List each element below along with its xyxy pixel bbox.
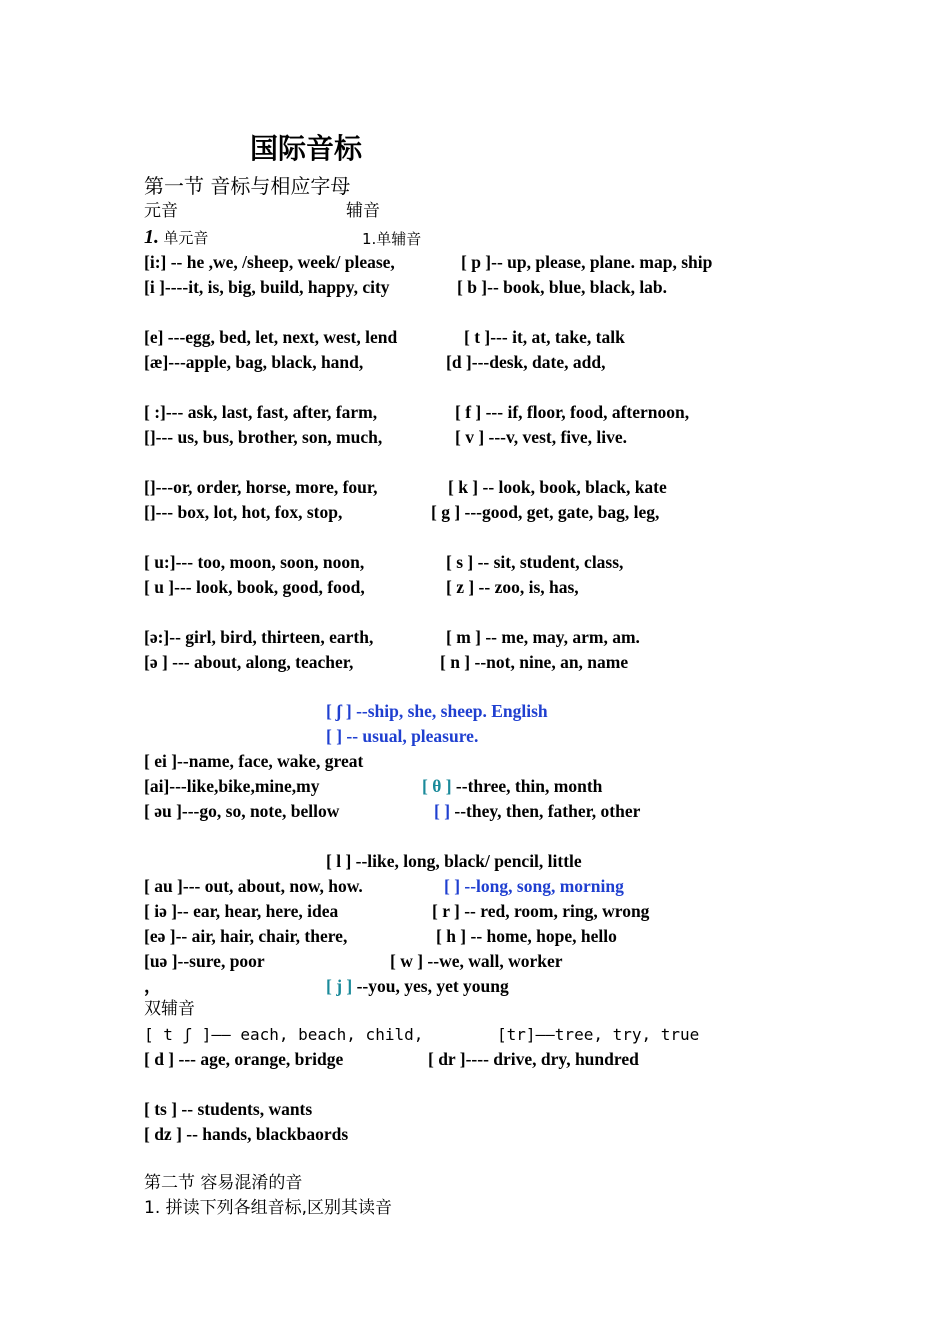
- page-title: 国际音标: [250, 132, 363, 165]
- consonant-subheading: 1.单辅音: [362, 230, 422, 248]
- row-right: [ t ]--- it, at, take, talk: [464, 327, 625, 347]
- au-line: [ au ]--- out, about, now, how.: [144, 876, 363, 896]
- row-left: [144, 426, 382, 448]
- row-right: [ s ] -- sit, student, class,: [446, 552, 624, 572]
- dr-line: [ dr ]---- drive, dry, hundred: [428, 1049, 639, 1069]
- row-left: [ə:]-- girl, bird, thirteen, earth,: [144, 627, 374, 647]
- eth-line: [434, 800, 640, 822]
- row-right: [ m ] -- me, may, arm, am.: [446, 627, 640, 647]
- j-line: [326, 975, 509, 997]
- col-vowel-label: 元音: [144, 201, 178, 221]
- ei-line: [ ei ]--name, face, wake, great: [144, 751, 364, 771]
- row-left: []---or, order, horse, more, four,: [144, 477, 378, 497]
- row-right: [d ]---desk, date, add,: [446, 352, 606, 372]
- ee-line: [eə ]-- air, hair, chair, there,: [144, 926, 348, 946]
- row-right: [ p ]-- up, please, plane. map, ship: [461, 252, 713, 272]
- stray-comma: ，: [144, 976, 162, 996]
- j-words: --you, yes, yet young: [352, 976, 509, 996]
- row-right: [ g ] ---good, get, gate, bag, leg,: [431, 502, 660, 522]
- double-consonant-heading: 双辅音: [144, 999, 195, 1019]
- row-left: [i ]----it, is, big, build, happy, city: [144, 277, 390, 297]
- row-left: [æ]---apple, bag, black, hand,: [144, 352, 364, 372]
- w-line: [ w ] --we, wall, worker: [390, 951, 563, 971]
- vowel-subheading: [144, 226, 208, 249]
- dz-line: [ dz ] -- hands, blackbaords: [144, 1124, 349, 1144]
- col-consonant-label: 辅音: [346, 201, 380, 221]
- d-line: [ d ] --- age, orange, bridge: [144, 1049, 344, 1069]
- vowel-num: 1.: [144, 226, 159, 248]
- row-right: [ z ] -- zoo, is, has,: [446, 577, 579, 597]
- row-right: [ n ] --not, nine, an, name: [440, 652, 629, 672]
- row-right: [ k ] -- look, book, black, kate: [448, 477, 667, 497]
- eth-symbol: [ ]: [434, 801, 451, 821]
- ai-line: [ai]---like,bike,mine,my: [144, 776, 320, 796]
- ue-line: [uə ]--sure, poor: [144, 951, 265, 971]
- section1-heading: 第一节 音标与相应字母: [144, 174, 351, 198]
- theta-line: [422, 775, 602, 797]
- row-right: [ f ] --- if, floor, food, afternoon,: [455, 402, 690, 422]
- row-left: [ :]--- ask, last, fast, after, farm,: [144, 402, 378, 422]
- zh-line: [ ] -- usual, pleasure.: [326, 726, 479, 746]
- row-left-text: ]--- us, bus, brother, son, much,: [149, 427, 383, 447]
- eth-words: --they, then, father, other: [450, 801, 641, 821]
- tr-line: [tr]——tree, try, true: [497, 1025, 700, 1044]
- j-symbol: [ j ]: [326, 976, 353, 996]
- row-left: []--- box, lot, hot, fox, stop,: [144, 502, 343, 522]
- theta-words: --three, thin, month: [451, 776, 603, 796]
- h-line: [ h ] -- home, hope, hello: [436, 926, 617, 946]
- ts-line: [ ts ] -- students, wants: [144, 1099, 313, 1119]
- sh-line: [ ʃ ] --ship, she, sheep. English: [326, 701, 548, 721]
- bracket: [: [144, 427, 150, 447]
- ng-line: [ ] --long, song, morning: [444, 876, 624, 896]
- row-left: [ u:]--- too, moon, soon, noon,: [144, 552, 365, 572]
- row-left: [i:] -- he ,we, /sheep, week/ please,: [144, 252, 395, 272]
- exercise-instruction: 1. 拼读下列各组音标,区别其读音: [144, 1198, 393, 1218]
- section2-heading: 第二节 容易混淆的音: [144, 1173, 303, 1193]
- row-right: [ b ]-- book, blue, black, lab.: [457, 277, 668, 297]
- tsh-line: [ t ʃ ]—— each, beach, child,: [144, 1025, 424, 1044]
- l-line: [ l ] --like, long, black/ pencil, little: [326, 851, 582, 871]
- eu-line: [ əu ]---go, so, note, bellow: [144, 801, 340, 821]
- row-left: [ u ]--- look, book, good, food,: [144, 577, 365, 597]
- r-line: [ r ] -- red, room, ring, wrong: [432, 901, 650, 921]
- theta-symbol: [ θ ]: [422, 776, 452, 796]
- ie-line: [ iə ]-- ear, hear, here, idea: [144, 901, 339, 921]
- vowel-label: 单元音: [163, 229, 209, 247]
- row-left: [e] ---egg, bed, let, next, west, lend: [144, 327, 398, 347]
- row-right: [ v ] ---v, vest, five, live.: [455, 427, 628, 447]
- row-left: [ə ] --- about, along, teacher,: [144, 652, 354, 672]
